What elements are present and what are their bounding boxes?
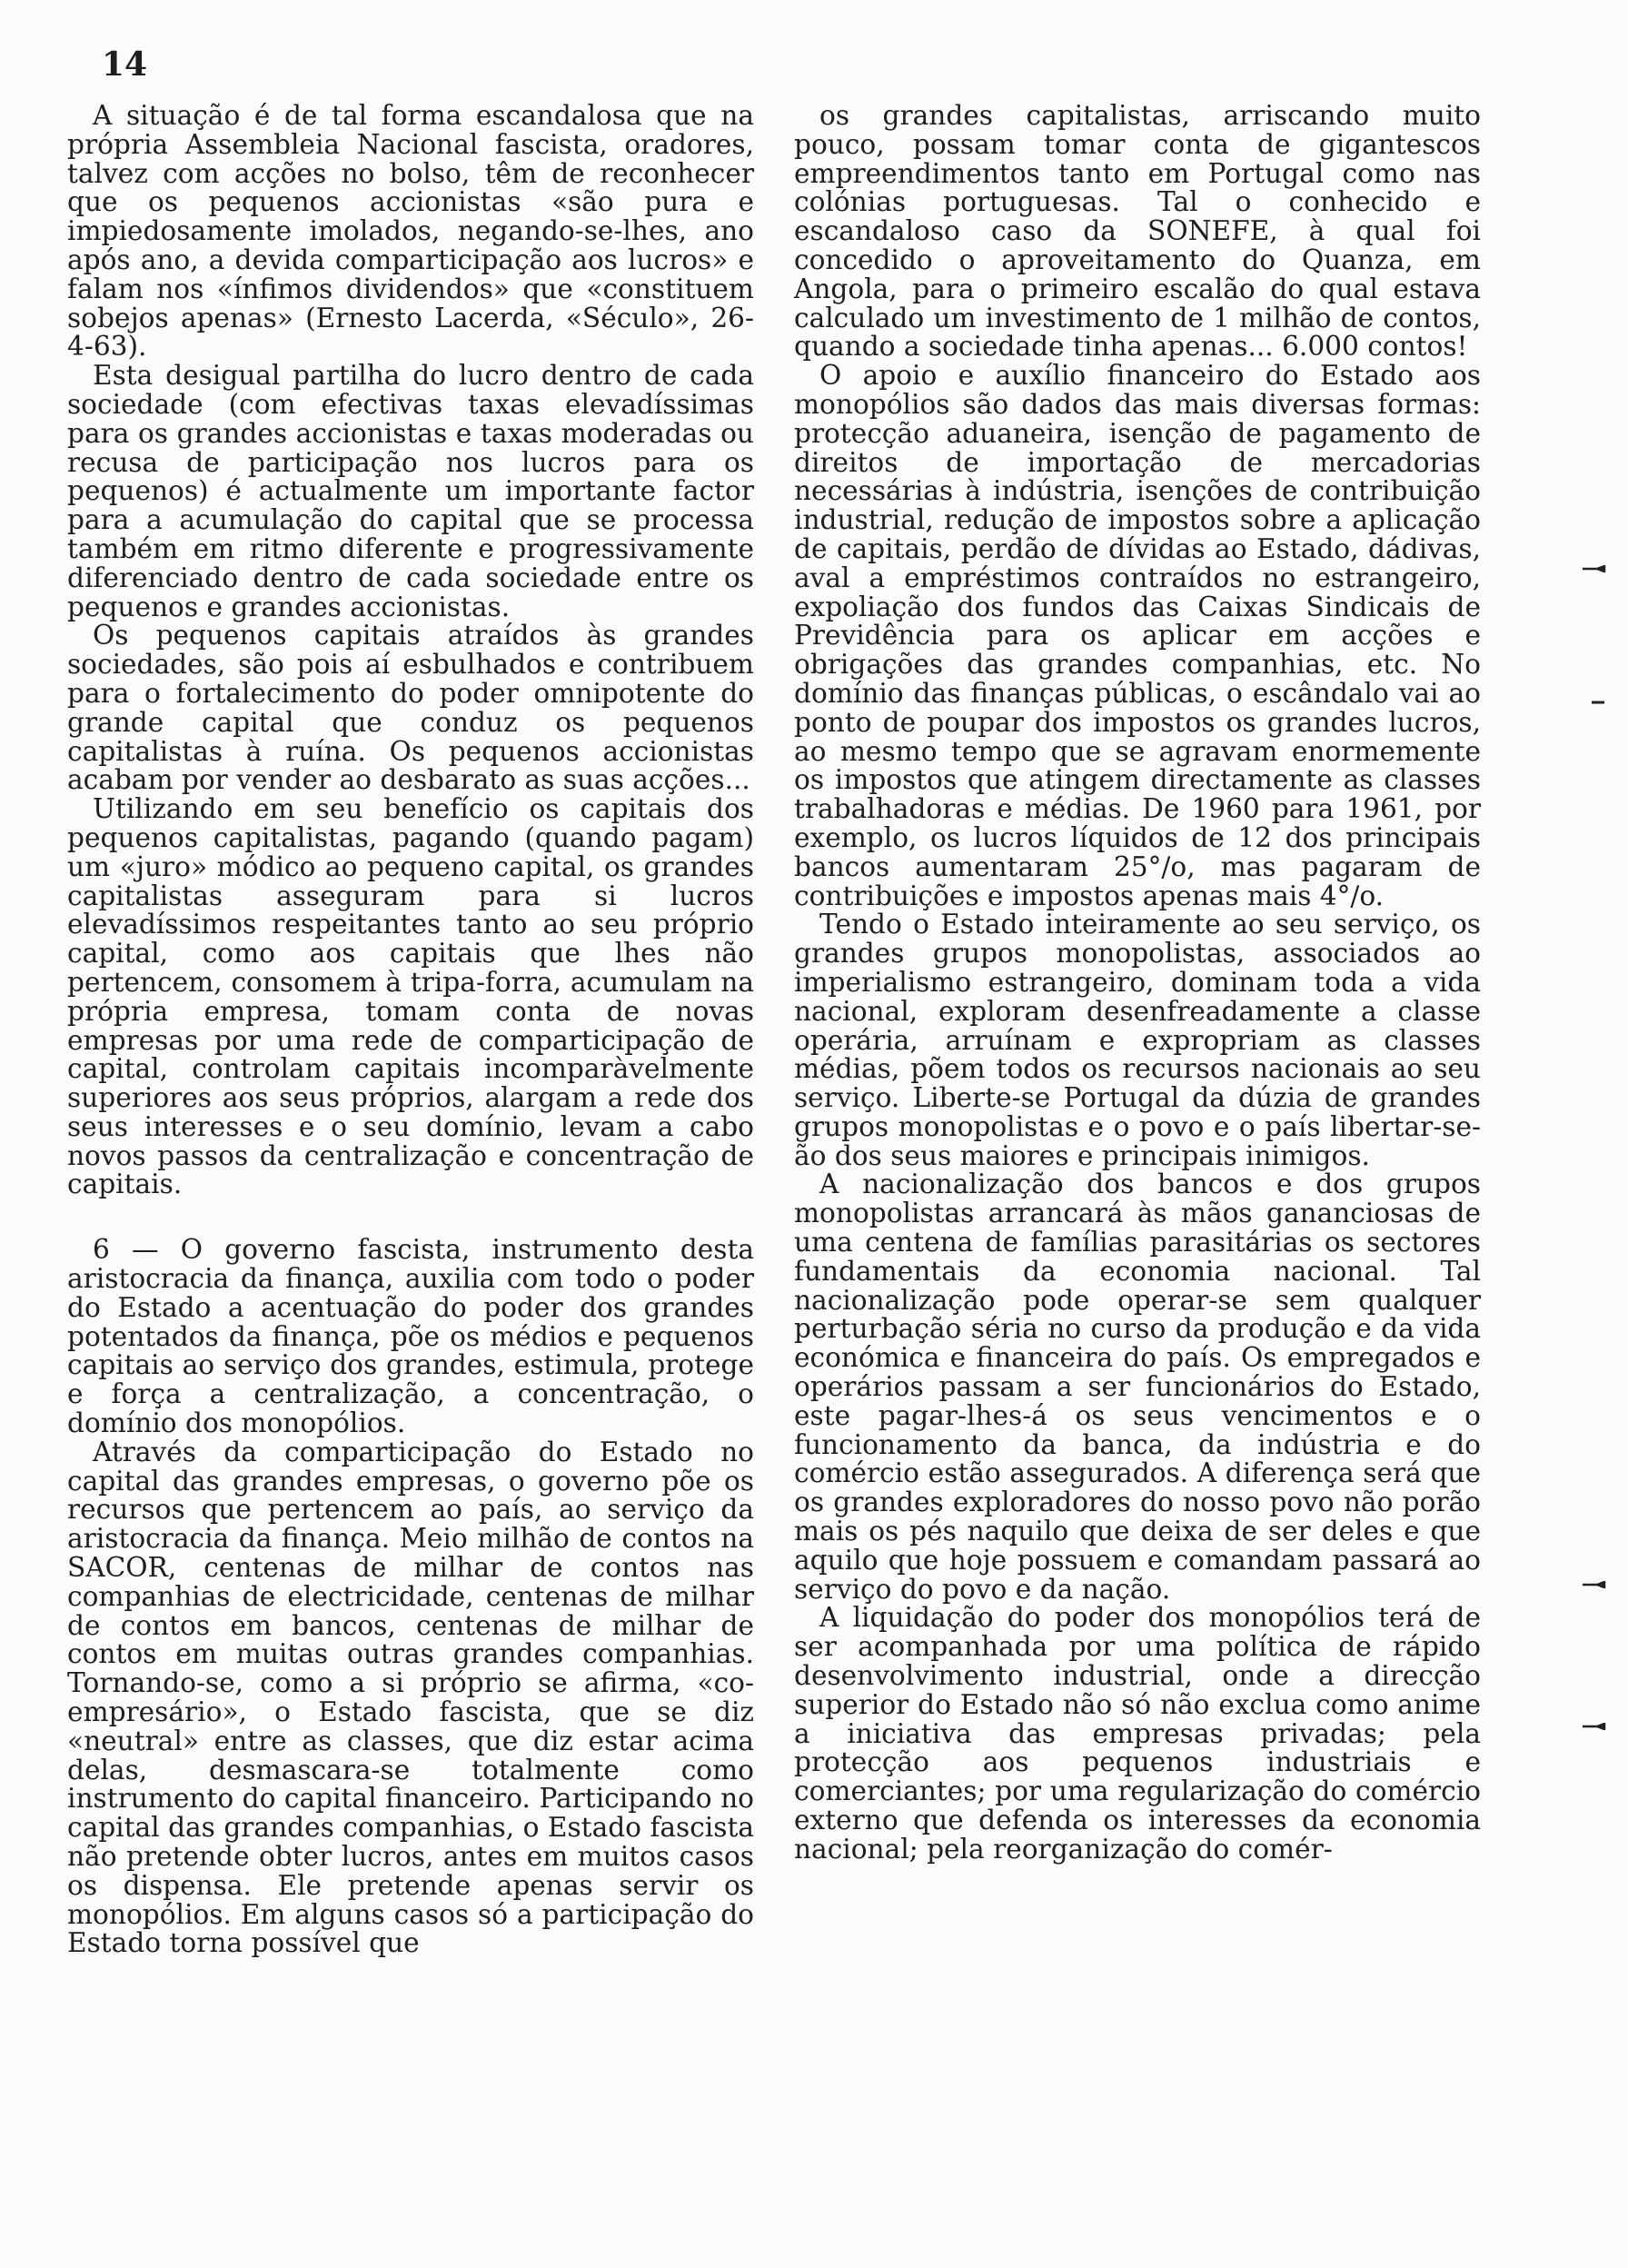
paragraph: Tendo o Estado inteiramente ao seu serviço, os grandes grupos monopolistas, associados ao imperialismo estrangeiro, dominam toda a vida nacional, exploram desenfreadamente a classe operária, arruínam e expropriam as classes médias, põem todos os recursos nacionais ao seu serviço. Liberte-se Portugal da dúzia de grandes grupos monopolistas e o povo e o país libertar-se-ão dos seus maiores e principais inimigos. (794, 909, 1481, 1171)
paragraph: Através da comparticipação do Estado no capital das grandes empresas, o governo põe os recursos que pertencem ao país, ao serviço da aristocracia da finança. Meio milhão de contos na SACOR, centenas de milhar de contos nas companhias de electricidade, centenas de milhar de contos em bancos, centenas de milhar de contos em muitas outras grandes companhias. Tornando-se, como a si próprio se afirma, «co-empresário», o Estado fascista, que se diz «neutral» entre as classes, que diz estar acima delas, desmascara-se totalmente como instrumento do capital financeiro. Participando no capital das grandes companhias, o Estado fascista não pretende obter lucros, antes em muitos casos os dispensa. Ele pretende apenas servir os monopólios. Em alguns casos só a participação do Estado torna possível que (67, 1436, 754, 1959)
paragraph: A nacionalização dos bancos e dos grupos monopolistas arrancará às mãos gananciosas de uma centena de famílias parasitárias os sectores fundamentais da economia nacional. Tal nacionalização pode operar-se sem qualquer perturbação séria no curso da produção e da vida económica e financeira do país. Os empregados e operários passam a ser funcionários do Estado, este pagar-lhes-á os seus vencimentos e o funcionamento da banca, da indústria e do comércio estão assegurados. A diferença será que os grandes exploradores do nosso povo não porão mais os pés naquilo que deixa de ser deles e que aquilo que hoje possuem e comandam passará ao serviço do povo e da nação. (794, 1169, 1481, 1605)
section-6-paragraph: 6 — O governo fascista, instrumento desta aristocracia da finança, auxilia com todo o poder do Estado a acentuação do poder dos grandes potentados da finança, põe os médios e pequenos capitais ao serviço dos grandes, estimula, protege e força a centralização, a concentração, o domínio dos monopólios. (67, 1234, 754, 1439)
margin-mark-icon (1581, 1723, 1606, 1730)
page-number: 14 (102, 45, 148, 84)
paragraph: os grandes capitalistas, arriscando muito pouco, possam tomar conta de gigantescos empreendimentos tanto em Portugal como nas colónias portuguesas. Tal o conhecido e escandaloso caso da SONEFE, à qual foi concedido o aproveitamento do Quanza, em Angola, para o primeiro escalão do qual estava calculado um investimento de 1 milhão de contos, quando a sociedade tinha apenas... 6.000 contos! (794, 100, 1481, 363)
paragraph: A liquidação do poder dos monopólios terá de ser acompanhada por uma política de rápido desenvolvimento industrial, onde a direcção superior do Estado não só não exclua como anime a iniciativa das empresas privadas; pela protecção aos pequenos industriais e comerciantes; por uma regularização do comércio externo que defenda os interesses da economia nacional; pela reorganização do comér- (794, 1602, 1481, 1865)
margin-mark-icon (1590, 700, 1615, 707)
right-column (794, 102, 1481, 1865)
margin-mark-icon (1581, 1581, 1606, 1588)
paragraph: Os pequenos capitais atraídos às grandes sociedades, são pois aí esbulhados e contribuem para o fortalecimento do poder omnipotente do grande capital que conduz os pequenos capitalistas à ruína. Os pequenos accionistas acabam por vender ao desbarato as suas acções... (67, 620, 754, 796)
paragraph: Esta desigual partilha do lucro dentro de cada sociedade (com efectivas taxas elevadíssimas para os grandes accionistas e taxas moderadas ou recusa de participação nos lucros para os pequenos) é actualmente um importante factor para a acumulação do capital que se processa também em ritmo diferente e progressivamente diferenciado dentro de cada sociedade entre os pequenos e grandes accionistas. (67, 360, 754, 622)
margin-mark-icon (1581, 565, 1606, 572)
left-column (67, 102, 754, 1958)
paragraph: A situação é de tal forma escandalosa que na própria Assembleia Nacional fascista, oradores, talvez com acções no bolso, têm de reconhecer que os pequenos accionistas «são pura e impiedosamente imolados, negando-se-lhes, ano após ano, a devida comparticipação aos lucros» e falam nos «ínfimos dividendos» que «constituem sobejos apenas» (Ernesto Lacerda, «Século», 26-4-63). (67, 100, 754, 363)
paragraph: O apoio e auxílio financeiro do Estado aos monopólios são dados das mais diversas formas: protecção aduaneira, isenção de pagamento de direitos de importação de mercadorias necessárias à indústria, isenções de contribuição industrial, redução de impostos sobre a aplicação de capitais, perdão de dívidas ao Estado, dádivas, aval a empréstimos contraídos no estrangeiro, expoliação dos fundos das Caixas Sindicais de Previdência para os aplicar em acções e obrigações das grandes companhias, etc. No domínio das finanças públicas, o escândalo vai ao ponto de poupar dos impostos os grandes lucros, ao mesmo tempo que se agravam enormemente os impostos que atingem directamente as classes trabalhadoras e médias. De 1960 para 1961, por exemplo, os lucros líquidos de 12 dos principais bancos aumentaram 25°/o, mas pagaram de contribuições e impostos apenas mais 4°/o. (794, 360, 1481, 911)
paragraph: Utilizando em seu benefício os capitais dos pequenos capitalistas, pagando (quando pagam) um «juro» módico ao pequeno capital, os grandes capitalistas asseguram para si lucros elevadíssimos respeitantes tanto ao seu próprio capital, como aos capitais que lhes não pertencem, consomem à tripa-forra, acumulam na própria empresa, tomam conta de novas empresas por uma rede de comparticipação de capital, controlam capitais incomparàvelmente superiores aos seus próprios, alargam a rede dos seus interesses e o seu domínio, levam a cabo novos passos da centralização e concentração de capitais. (67, 793, 754, 1200)
